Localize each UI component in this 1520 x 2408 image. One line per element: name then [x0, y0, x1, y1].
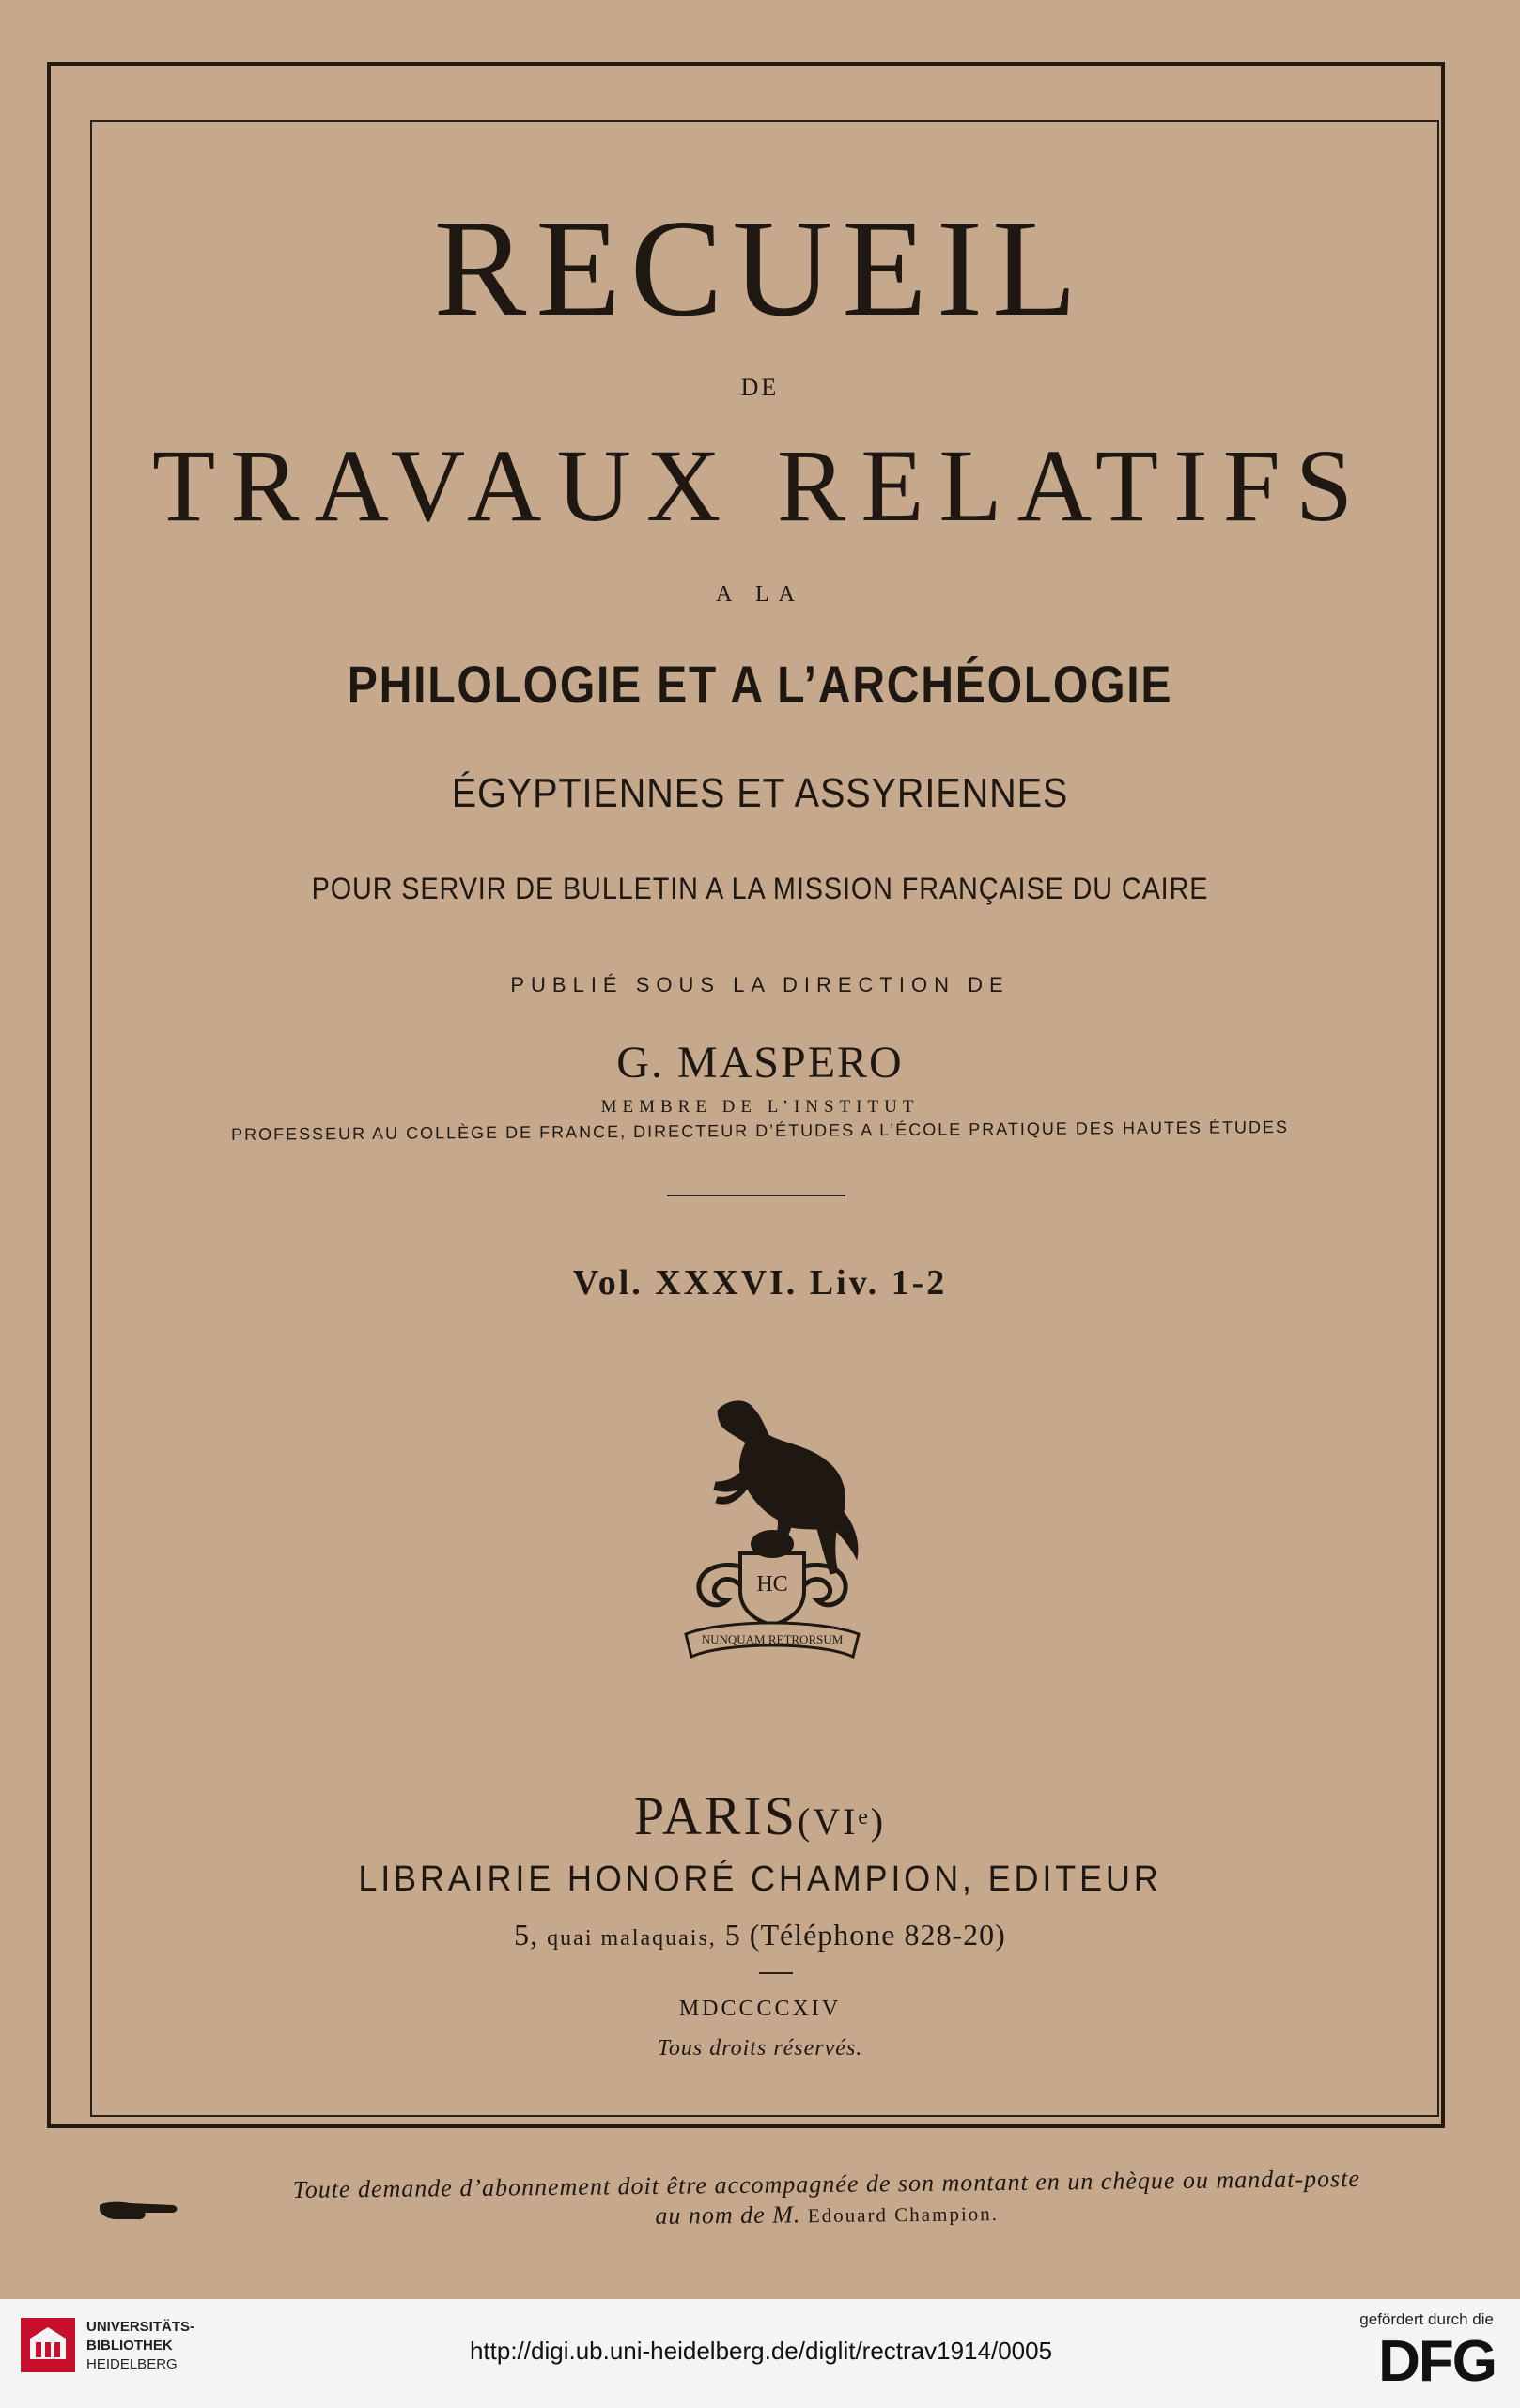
address-number: 5, — [514, 1918, 539, 1952]
printer-device-horse-icon — [659, 1388, 885, 1670]
address-phone: 5 (Téléphone 828-20) — [724, 1918, 1006, 1952]
title-philologie: PHILOLOGIE ET A L’ARCHÉOLOGIE — [347, 655, 1173, 714]
title-travaux: TRAVAUX RELATIFS — [151, 428, 1369, 543]
editor-title-membre: MEMBRE DE L’INSTITUT — [600, 1097, 920, 1117]
note-line-1: Toute demande d’abonnement doit être accompagnée de son montant en un chèque ou mandat-poste — [292, 2165, 1361, 2203]
device-motto: NUNQUAM RETRORSUM — [701, 1632, 844, 1646]
editor-name: G. MASPERO — [616, 1038, 904, 1088]
permalink-url[interactable]: http://digi.ub.uni-heidelberg.de/diglit/rectrav1914/0005 — [469, 2337, 1053, 2365]
university-library-name — [86, 2318, 194, 2374]
divider-rule — [667, 1195, 845, 1196]
title-de: DE — [740, 374, 780, 401]
subtitle-bulletin: POUR SERVIR DE BULLETIN A LA MISSION FRANÇAISE DU CAIRE — [311, 872, 1209, 905]
dfg-logo: DFG — [1378, 2329, 1496, 2394]
title-egyptiennes: ÉGYPTIENNES ET ASSYRIENNES — [451, 770, 1069, 816]
subscription-note — [188, 2163, 1466, 2237]
city-paris: PARIS — [633, 1785, 798, 1846]
library-line-1: UNIVERSITÄTS- — [86, 2319, 195, 2335]
viewer-footer — [0, 2299, 1520, 2408]
publisher-name: LIBRAIRIE HONORÉ CHAMPION, EDITEUR — [358, 1860, 1162, 1899]
publie-line: PUBLIÉ SOUS LA DIRECTION DE — [510, 973, 1010, 996]
note-prefix: au nom de M. — [655, 2200, 801, 2230]
year-roman: MDCCCCXIV — [678, 1997, 842, 2021]
address-street: quai malaquais, — [547, 1926, 717, 1951]
device-initials: HC — [756, 1572, 788, 1597]
editor-title-professeur: PROFESSEUR AU COLLÈGE DE FRANCE, DIRECTEUR D’ÉTUDES A L’ÉCOLE PRATIQUE DES HAUTES ÉTUDES — [231, 1118, 1289, 1144]
rights-notice: Tous droits réservés. — [657, 2036, 863, 2061]
publisher-address — [0, 1918, 1520, 1953]
library-line-3: HEIDELBERG — [86, 2356, 178, 2372]
title-recueil: RECUEIL — [433, 192, 1087, 346]
small-rule — [759, 1972, 793, 1974]
title-a-la: A LA — [716, 582, 804, 607]
funded-by-label: gefördert durch die — [1359, 2310, 1494, 2328]
note-name: Edouard Champion. — [807, 2202, 1000, 2228]
city-arrondissement: (VIᵉ) — [797, 1800, 887, 1843]
city-line — [0, 1784, 1520, 1847]
pointing-hand-icon — [98, 2196, 178, 2224]
library-line-2: BIBLIOTHEK — [86, 2338, 173, 2354]
volume-label: Vol. XXXVI. Liv. 1-2 — [572, 1263, 948, 1303]
university-library-logo-icon — [21, 2318, 75, 2372]
